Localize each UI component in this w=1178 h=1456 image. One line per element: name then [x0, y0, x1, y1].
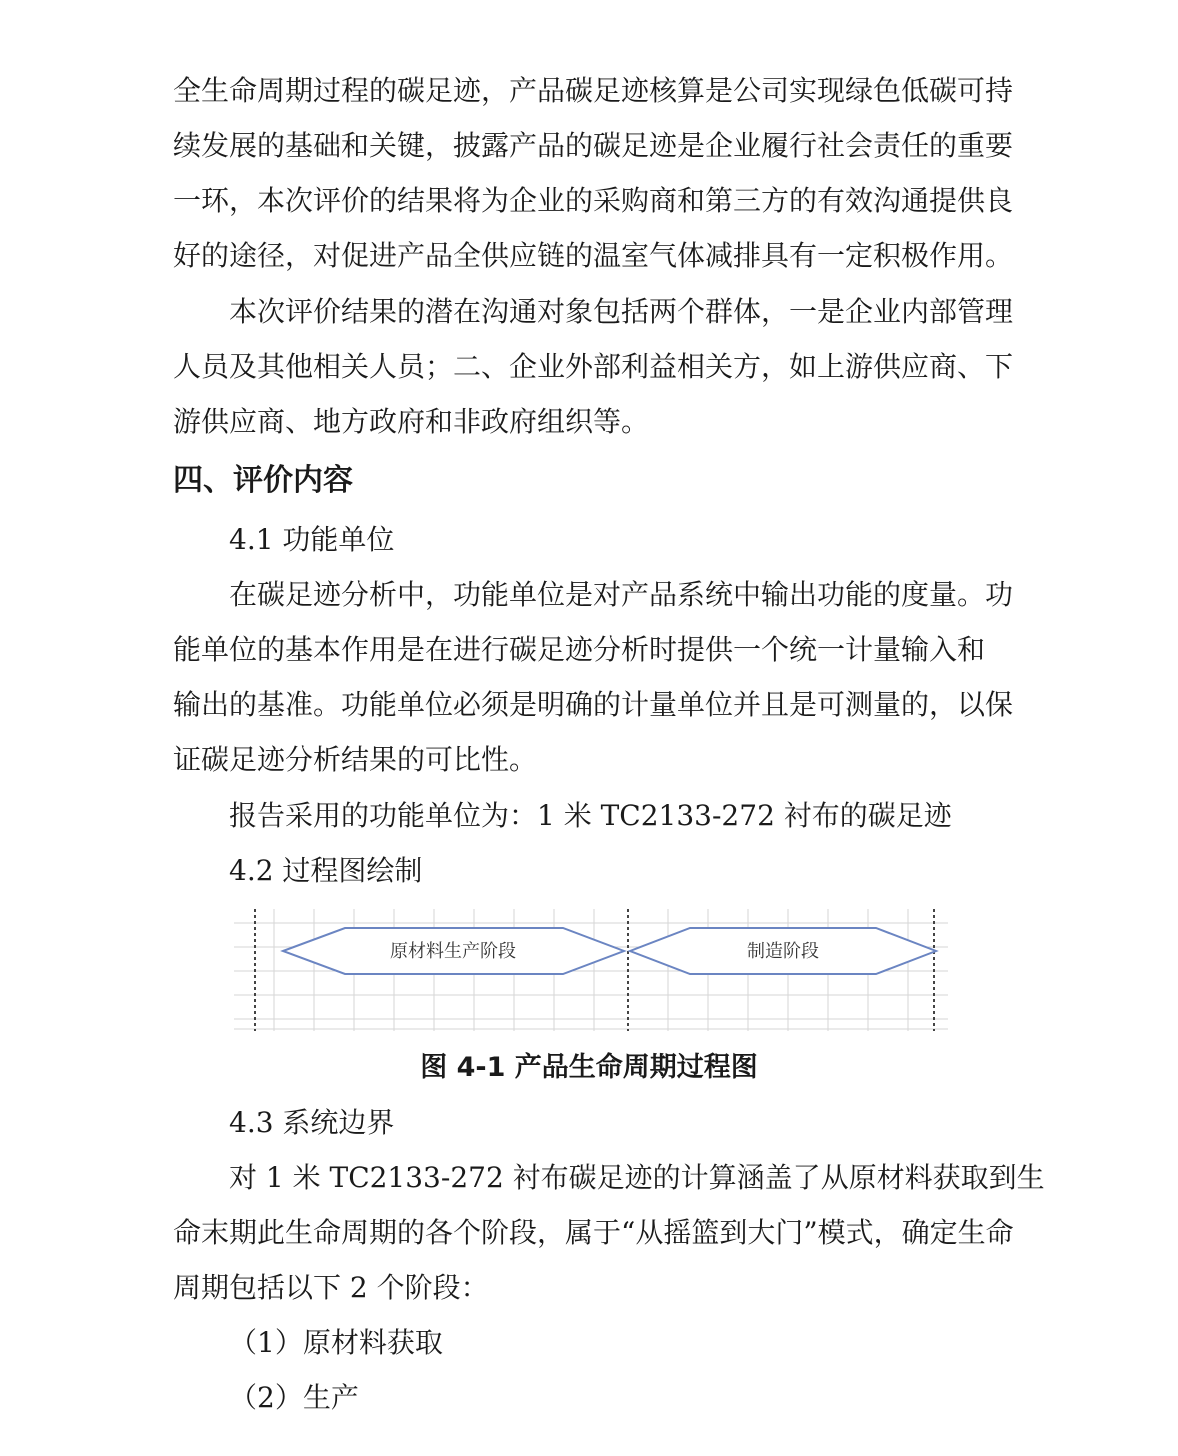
subsection-title: 4.1 功能单位	[229, 523, 395, 556]
functional-unit-statement: 报告采用的功能单位为：1 米 TC2133-272 衬布的碳足迹	[229, 799, 952, 832]
paragraph-line: 人员及其他相关人员；二、企业外部利益相关方，如上游供应商、下	[173, 350, 1014, 383]
paragraph-line: 周期包括以下 2 个阶段：	[173, 1271, 489, 1304]
paragraph-line: 本次评价结果的潜在沟通对象包括两个群体，一是企业内部管理	[229, 295, 1014, 328]
paragraph-line: 能单位的基本作用是在进行碳足迹分析时提供一个统一计量输入和	[173, 633, 986, 666]
list-item: （1）原材料获取	[229, 1326, 443, 1359]
stage-label-manufacturing: 制造阶段	[747, 941, 819, 962]
paragraph-line: 一环，本次评价的结果将为企业的采购商和第三方的有效沟通提供良	[173, 184, 1014, 217]
section-heading: 四、评价内容	[173, 463, 353, 498]
figure-caption: 图 4-1 产品生命周期过程图	[420, 1052, 758, 1083]
list-item: （2）生产	[229, 1381, 359, 1414]
paragraph-line: 续发展的基础和关键，披露产品的碳足迹是企业履行社会责任的重要	[173, 129, 1014, 162]
stage-label-raw-material: 原材料生产阶段	[390, 941, 516, 962]
paragraph-line: 全生命周期过程的碳足迹，产品碳足迹核算是公司实现绿色低碳可持	[173, 74, 1014, 107]
process-diagram	[230, 905, 952, 1035]
paragraph-line: 好的途径，对促进产品全供应链的温室气体减排具有一定积极作用。	[173, 239, 1014, 272]
paragraph-line: 游供应商、地方政府和非政府组织等。	[173, 405, 650, 438]
paragraph-line: 命末期此生命周期的各个阶段，属于“从摇篮到大门”模式，确定生命	[173, 1216, 1014, 1249]
paragraph-line: 证碳足迹分析结果的可比性。	[173, 743, 538, 776]
subsection-title: 4.2 过程图绘制	[229, 854, 423, 887]
paragraph-line: 对 1 米 TC2133-272 衬布碳足迹的计算涵盖了从原材料获取到生	[229, 1161, 1045, 1194]
paragraph-line: 在碳足迹分析中，功能单位是对产品系统中输出功能的度量。功	[229, 578, 1014, 611]
subsection-title: 4.3 系统边界	[229, 1106, 395, 1139]
paragraph-line: 输出的基准。功能单位必须是明确的计量单位并且是可测量的，以保	[173, 688, 1014, 721]
